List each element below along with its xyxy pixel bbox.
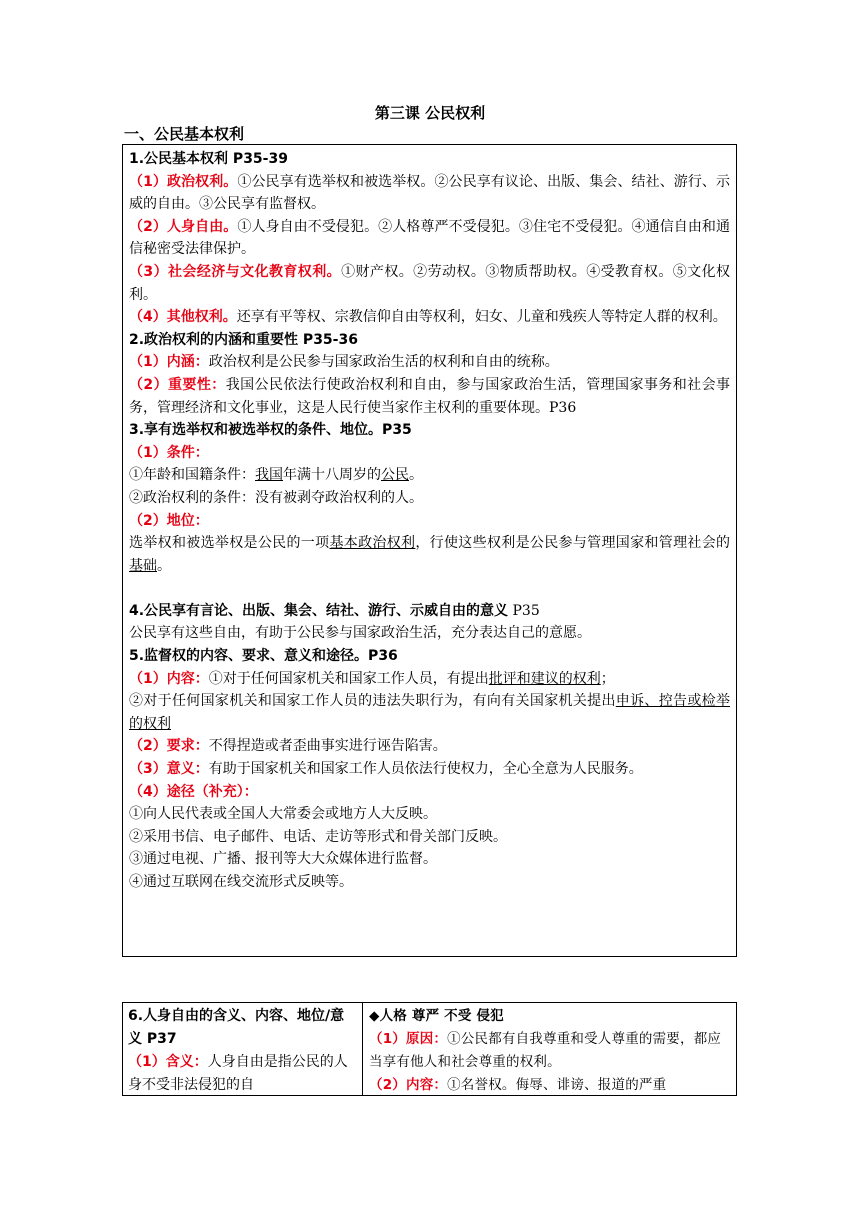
text: 不得捏造或者歪曲事实进行诬告陷害。 xyxy=(208,738,447,755)
point-5-item-3 xyxy=(129,758,730,781)
text: ； xyxy=(600,670,615,687)
underlined-text: 公民 xyxy=(381,467,409,484)
point-1-item-3 xyxy=(129,261,730,306)
point-4-heading xyxy=(129,600,730,623)
point-1-item-4 xyxy=(129,306,730,329)
label: （1）含义： xyxy=(128,1054,208,1070)
point-3-item-1-label xyxy=(129,442,730,465)
label: （2）内容： xyxy=(369,1077,448,1093)
label: （1）内容： xyxy=(129,670,209,687)
point-6-heading: 6.人身自由的含义、内容、地位/意义 P37 xyxy=(128,1008,345,1047)
underlined-text: 申诉、控告或检举的权利 xyxy=(129,693,731,732)
label: （2）要求： xyxy=(129,738,209,755)
label: （3）社会经济与文化教育权利。 xyxy=(129,263,342,280)
text: 还享有平等权、宗教信仰自由等权利，妇女、儿童和残疾人等特定人群的权利。 xyxy=(236,309,727,326)
point-5-item-1b xyxy=(129,690,730,735)
point-3-heading: 3.享有选举权和被选举权的条件、地位。P35 xyxy=(129,422,412,439)
page-ref: P35 xyxy=(508,602,540,619)
underlined-text: 基础 xyxy=(129,557,157,574)
blank-line xyxy=(129,577,730,600)
text: 人身自由是指公民的人身不受非法侵犯的自 xyxy=(128,1054,348,1093)
text: ①财产权。②劳动权。③物质帮助权。④受教育权。⑤文化权利。 xyxy=(129,263,730,303)
point-5-heading: 5.监督权的内容、要求、意义和途径。P36 xyxy=(129,648,398,665)
heading-text: 4.公民享有言论、出版、集会、结社、游行、示威自由的意义 xyxy=(129,602,509,619)
text: 有助于国家机关和国家工作人员依法行使权力，全心全意为人民服务。 xyxy=(208,761,643,778)
point-3-item-2-label xyxy=(129,510,730,533)
label: （4）其他权利。 xyxy=(129,309,237,326)
text: ①年龄和国籍条件： xyxy=(129,467,255,484)
label: （1）内涵： xyxy=(129,354,209,371)
text: 。 xyxy=(409,467,423,484)
point-5-item-2 xyxy=(129,735,730,758)
point-1-item-2 xyxy=(129,216,730,261)
dignity-item-1 xyxy=(369,1028,731,1074)
point-2-item-2 xyxy=(129,374,730,419)
label: （1）原因： xyxy=(369,1031,448,1047)
text: ①人身自由不受侵犯。②人格尊严不受侵犯。③住宅不受侵犯。④通信自由和通信秘密受法律保护。 xyxy=(129,218,731,258)
section-heading: 一、公民基本权利 xyxy=(124,125,245,143)
underlined-text: 批评和建议的权利 xyxy=(488,670,601,687)
point-5-route-1: ①向人民代表或全国人大常委会或地方人大反映。 xyxy=(129,806,437,823)
text: ①公民都有自我尊重和受人尊重的需要，都应当享有他人和社会尊重的权利。 xyxy=(369,1031,722,1070)
label: （2）人身自由。 xyxy=(129,218,238,235)
point-2-item-1 xyxy=(129,351,730,374)
point-3-status xyxy=(129,532,730,577)
point-1-item-1 xyxy=(129,171,730,216)
text: 政治权利是公民参与国家政治生活的权利和自由的统称。 xyxy=(208,354,559,371)
text: 。 xyxy=(157,557,171,574)
point-5-route-4: ④通过互联网在线交流形式反映等。 xyxy=(129,874,353,890)
label: （2）地位： xyxy=(129,512,209,529)
point-5-route-2: ②采用书信、电子邮件、电话、走访等形式和骨关部门反映。 xyxy=(129,828,507,845)
table-right-column xyxy=(363,1003,736,1095)
point-1-heading: 1.公民基本权利 P35-39 xyxy=(129,151,288,167)
label: （1）条件： xyxy=(129,444,209,461)
text: ②对于任何国家机关和国家工作人员的违法失职行为，有向有关国家机关提出 xyxy=(129,693,616,710)
point-6-item-1 xyxy=(128,1051,357,1096)
point-4-text: 公民享有这些自由，有助于公民参与国家政治生活，充分表达自己的意愿。 xyxy=(129,625,591,642)
label: （3）意义： xyxy=(129,761,209,778)
text: 年满十八周岁的 xyxy=(283,467,381,484)
point-5-item-1 xyxy=(129,668,730,691)
label: （4）途径（补充）： xyxy=(129,783,258,800)
point-5-route-3: ③通过电视、广播、报刊等大大众媒体进行监督。 xyxy=(129,851,437,868)
text: 选举权和被选举权是公民的一项 xyxy=(129,535,330,552)
dignity-item-2 xyxy=(369,1074,731,1096)
label: （2）重要性： xyxy=(129,376,226,393)
point-3-condition-2: ②政治权利的条件：没有被剥夺政治权利的人。 xyxy=(129,489,423,506)
table-left-column xyxy=(123,1003,363,1095)
text: ①公民享有选举权和被选举权。②公民享有议论、出版、集会、结社、游行、示威的自由。③公民享有监督权。 xyxy=(129,173,731,213)
underlined-text: 我国 xyxy=(255,467,283,484)
page-title: 第三课 公民权利 xyxy=(374,104,486,122)
underlined-text: 基本政治权利 xyxy=(329,535,416,552)
text: ，行使这些权利是公民参与管理国家和管理社会的 xyxy=(415,535,731,552)
two-column-table xyxy=(122,1002,737,1096)
text: ①名誉权。侮辱、诽谤、报道的严重 xyxy=(447,1077,667,1093)
label: （1）政治权利。 xyxy=(129,173,238,190)
point-3-condition-1 xyxy=(129,464,730,487)
text: 我国公民依法行使政治权利和自由，参与国家政治生活，管理国家事务和社会事务，管理经济和文化事业，这是人民行使当家作主权利的重要体现。P36 xyxy=(129,376,730,416)
point-5-item-4 xyxy=(129,781,730,804)
content-box xyxy=(122,144,737,957)
point-2-heading: 2.政治权利的内涵和重要性 P35-36 xyxy=(129,331,358,348)
text: ①对于任何国家机关和国家工作人员，有提出 xyxy=(208,670,489,687)
dignity-heading: ◆人格 尊严 不受 侵犯 xyxy=(369,1008,504,1024)
